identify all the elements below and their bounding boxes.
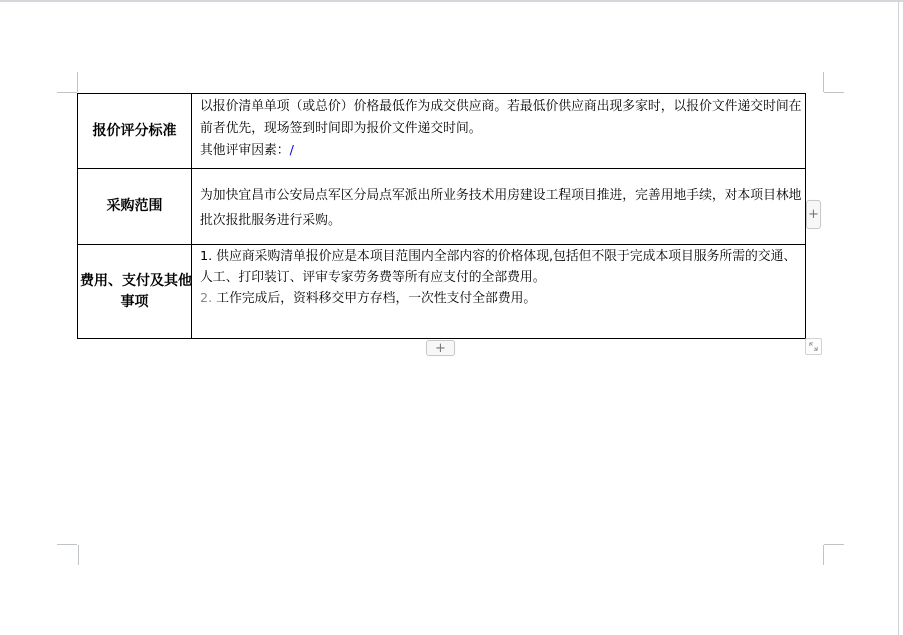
auto-number: 2.	[200, 291, 213, 306]
row-header-cell[interactable]	[78, 94, 192, 169]
row-header-cell[interactable]	[78, 169, 192, 245]
row-header-label: 费用、支付及其他	[80, 272, 192, 289]
body-text-line: 前者优先，现场签到时间即为报价文件递交时间。	[200, 121, 482, 136]
margin-mark-top-left	[77, 72, 78, 92]
table-resize-handle[interactable]	[805, 338, 822, 355]
margin-mark-bottom-left	[57, 544, 77, 545]
other-review-factors-value: /	[289, 143, 294, 158]
table-row-quotation-scoring	[78, 94, 806, 169]
scrollbar-track-edge	[898, 0, 899, 635]
row-header-label: 报价评分标准	[92, 123, 177, 139]
add-column-button[interactable]: +	[806, 200, 821, 229]
row-header-cell[interactable]	[78, 245, 192, 339]
diagonal-resize-icon	[807, 340, 820, 353]
body-text-line: 批次报批服务进行采购。	[200, 213, 341, 228]
margin-mark-top-right	[823, 72, 824, 92]
margin-mark-bottom-right	[823, 545, 824, 565]
margin-mark-top-right	[824, 92, 844, 93]
row-header-label: 采购范围	[106, 198, 163, 214]
margin-mark-top-left	[57, 92, 77, 93]
row-body-cell[interactable]	[192, 169, 806, 245]
body-text-line	[200, 140, 801, 162]
row-header-label: 事项	[120, 293, 149, 310]
window-top-edge	[0, 0, 903, 2]
table-row-procurement-scope	[78, 169, 806, 245]
other-review-factors-label: 其他评审因素：	[200, 143, 290, 158]
body-text-line	[200, 288, 801, 309]
row-body-cell[interactable]	[192, 245, 806, 339]
margin-mark-bottom-left	[78, 545, 79, 565]
add-row-button[interactable]: +	[426, 340, 455, 356]
numbered-line-text: 工作完成后，资料移交甲方存档，一次性支付全部费用。	[212, 291, 537, 306]
table-row-fees-payment	[78, 245, 806, 339]
body-text-line: 以报价清单单项（或总价）价格最低作为成交供应商。若最低价供应商出现多家时，以报价文件递交时间在	[200, 99, 802, 114]
row-body-cell[interactable]	[192, 94, 806, 169]
body-text-line: 人工、打印装订、评审专家劳务费等所有应支付的全部费用。	[200, 270, 546, 285]
procurement-table	[77, 93, 806, 339]
body-text-line: 为加快宜昌市公安局点军区分局点军派出所业务技术用房建设工程项目推进，完善用地手续，对本项目林地	[200, 188, 802, 203]
margin-mark-bottom-right	[824, 544, 844, 545]
body-text-line: 1. 供应商采购清单报价应是本项目范围内全部内容的价格体现,包括但不限于完成本项目服务所需的交通、	[200, 249, 797, 264]
